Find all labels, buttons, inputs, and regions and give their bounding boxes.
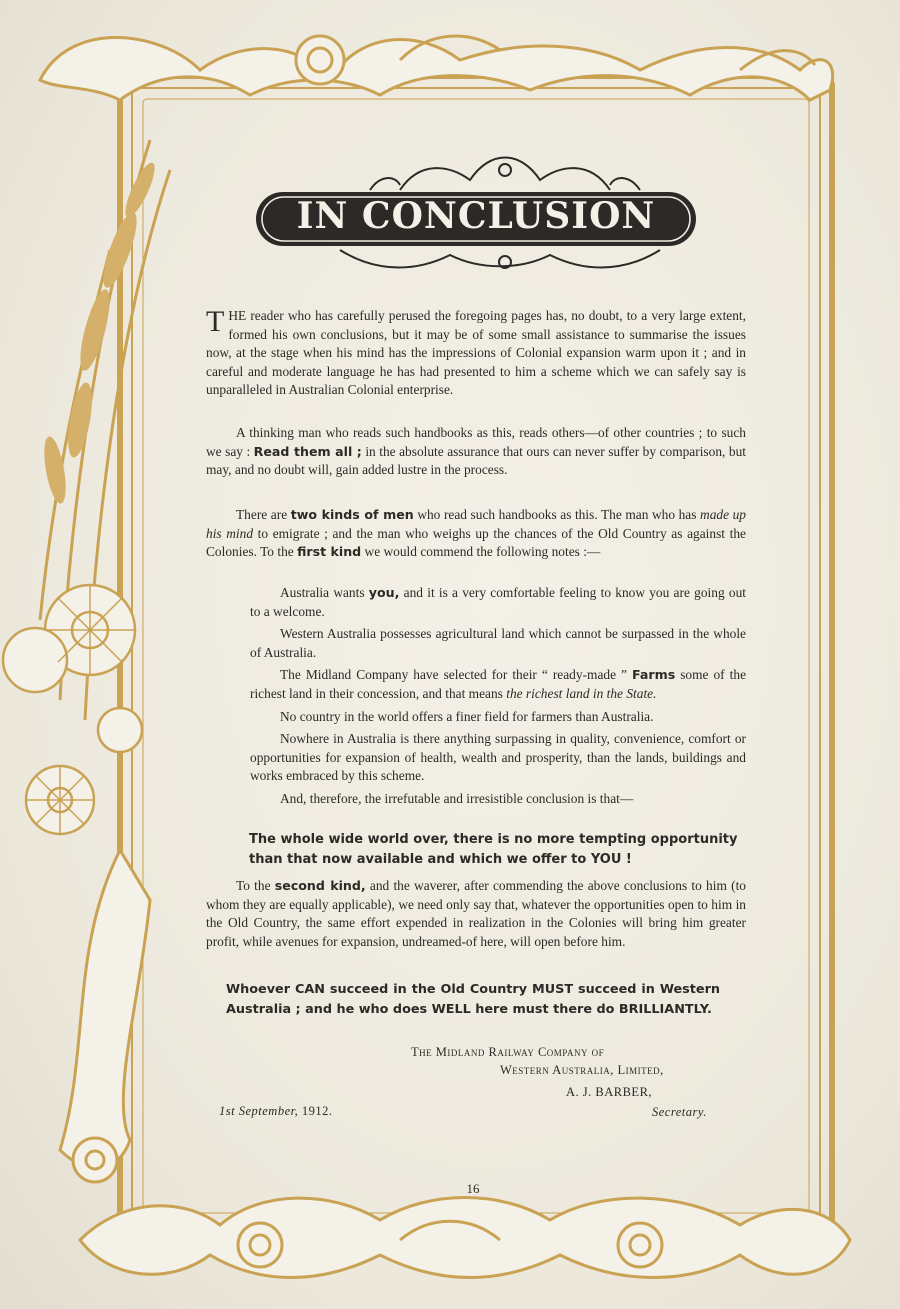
note-1: Australia wants you, and it is a very comfortable feeling to know you are going out to a welcome. xyxy=(250,585,746,619)
paragraph-second-kind: To the second kind, and the waverer, after commending the above conclusions to him (to whom they are equally applicable), we need only say that, whatever the opportunities open to him in the Old Country, the same effort expended in realization in the Colonies will bring him greater profit, while avenues for expansion, undreamed-of here, will open before him. xyxy=(206,878,746,949)
page-title: IN CONCLUSION xyxy=(296,195,656,237)
drop-cap: T xyxy=(206,305,225,338)
intro-paragraph: THE reader who has carefully perused the foregoing pages has, no doubt, to a very large extent, formed his own conclusions, but it may be of some small assistance to summarise the issues now, at the stage when his mind has the impressions of Colonial expansion warm upon it ; and in careful and moderate language he has had presented to him a scheme which we can safely say is unparalleled in Australian Colonial enterprise. xyxy=(206,305,746,398)
signature-role: Secretary. xyxy=(652,1105,707,1119)
signature-company-line2: Western Australia, Limited, xyxy=(500,1063,664,1077)
highlight-statement: The whole wide world over, there is no more tempting opportunity than that now available and which we offer to YOU ! xyxy=(249,832,738,867)
paragraph-read-them: A thinking man who reads such handbooks as this, reads others—of other countries ; to such we say : Read them all ; in the absolute assurance that ours can never suffer by comparison, but may, and no doubt will, gain added lustre in the process. xyxy=(206,425,746,478)
date-line: 1st September, 1912. xyxy=(219,1104,333,1118)
note-4: No country in the world offers a finer field for farmers than Australia. xyxy=(280,708,654,724)
notes-list xyxy=(250,584,746,809)
bottom-scroll-ornament xyxy=(80,1198,850,1278)
note-2: Western Australia possesses agricultural land which cannot be surpassed in the whole of Australia. xyxy=(250,626,746,660)
top-scroll-ornament xyxy=(40,36,833,100)
vine-ornament xyxy=(60,850,150,1182)
note-5: Nowhere in Australia is there anything surpassing in quality, convenience, comfort or opportunities for expansion of health, wealth and prosperity, than the lands, buildings and works embraced by this scheme. xyxy=(250,731,746,784)
note-6: And, therefore, the irrefutable and irresistible conclusion is that— xyxy=(280,790,634,806)
page-number: 16 xyxy=(466,1181,480,1196)
note-3: The Midland Company have selected for their “ ready-made ” Farms some of the richest land in their concession, and that means the richest land in the State. xyxy=(250,667,747,701)
signature-name: A. J. BARBER, xyxy=(566,1085,653,1099)
paragraph-two-kinds: There are two kinds of men who read such handbooks as this. The man who has made up his mind to emigrate ; and the man who weighs up the chances of the Old Country as against the Colonies. To the first kind we would commend the following notes :— xyxy=(206,507,746,560)
signature-company-line1: The Midland Railway Company of xyxy=(411,1045,605,1059)
closing-statement: Whoever CAN succeed in the Old Country MUST succeed in Western Australia ; and he who does WELL here must there do BRILLIANTLY. xyxy=(226,982,720,1017)
